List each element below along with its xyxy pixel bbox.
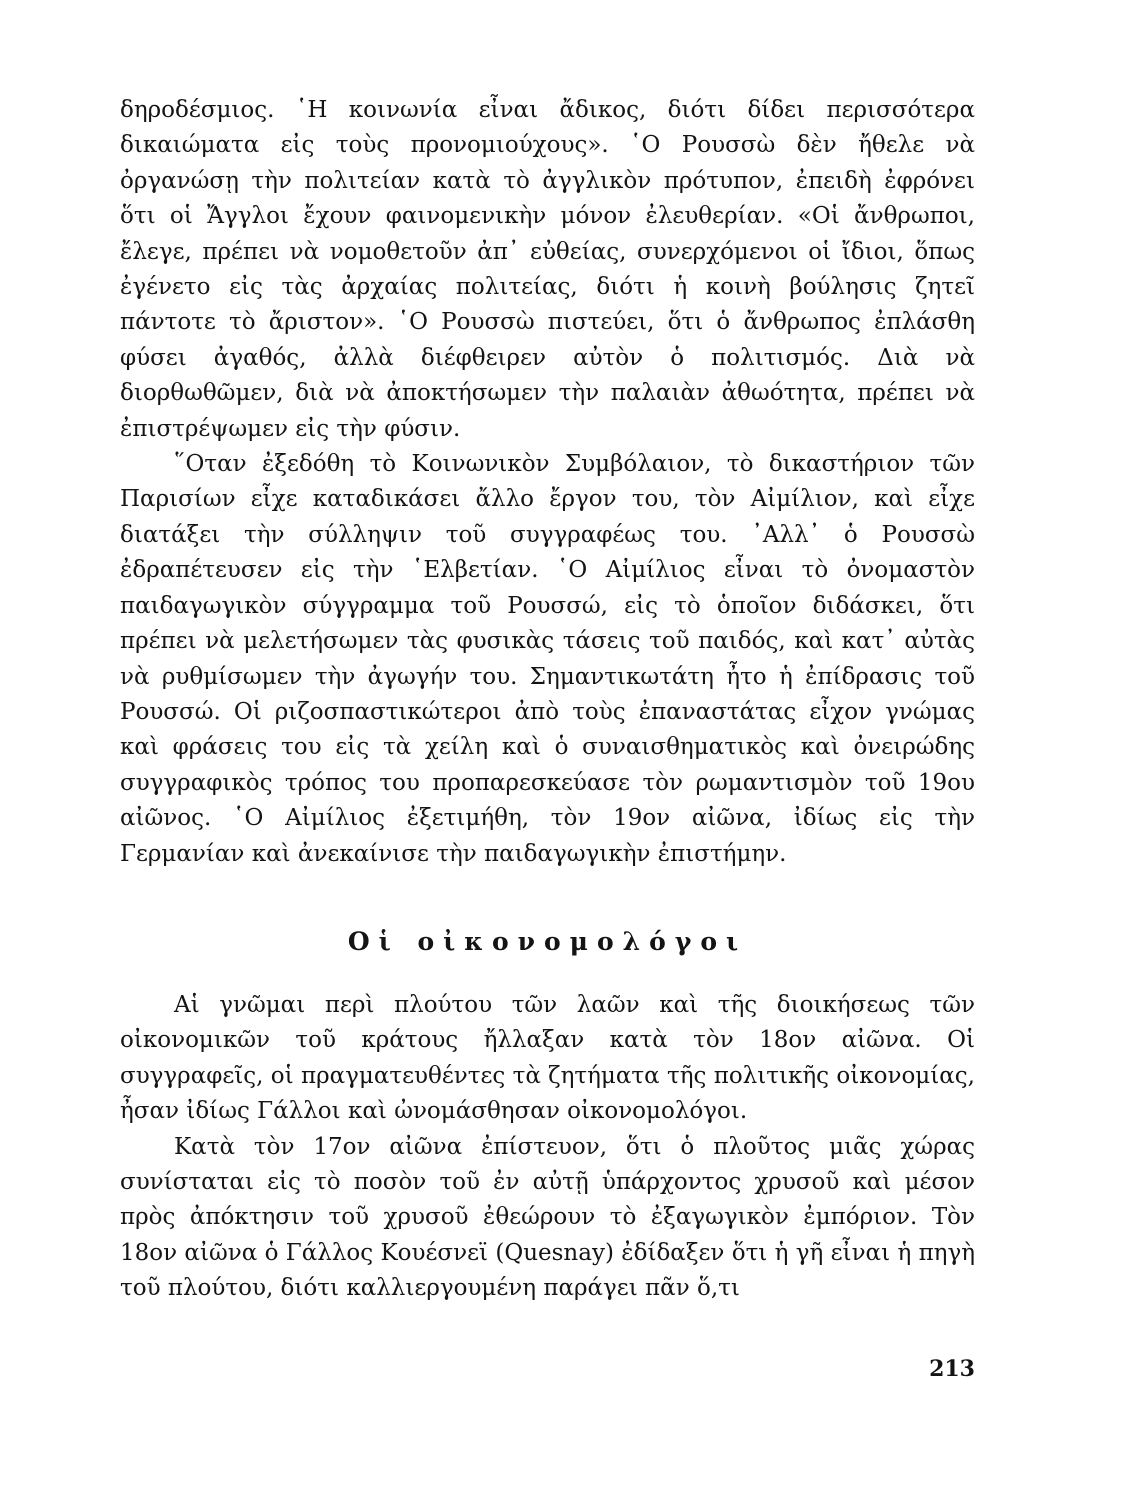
paragraph-emile: ῞Οταν ἐξεδόθη τὸ Κοινωνικὸν Συμβόλαιον, τὸ δικαστήριον τῶν Παρισίων εἶχε καταδικάσει ἄλλο ἔργον του, τὸν Αἰμίλιον, καὶ εἶχε διατάξει τὴν σύλληψιν τοῦ συγγραφέως του. ᾿Αλλ᾽ ὁ Ρουσσὼ ἐδραπέτευσεν εἰς τὴν ῾Ελβετίαν. ῾Ο Αἰμίλιος εἶναι τὸ ὀνομαστὸν παιδαγωγικὸν σύγγραμμα τοῦ Ρουσσώ, εἰς τὸ ὁποῖον διδάσκει, ὅτι πρέπει νὰ μελετήσωμεν τὰς φυσικὰς τάσεις τοῦ παιδός, καὶ κατ᾽ αὐτὰς νὰ ρυθμίσωμεν τὴν ἀγωγήν του. Σημαντικωτάτη ἦτο ἡ ἐπίδρασις τοῦ Ρουσσώ. Οἱ ριζοσπαστικώτεροι ἀπὸ τοὺς ἐπαναστάτας εἶχον γνώμας καὶ φράσεις του εἰς τὰ χείλη καὶ ὁ συναισθηματικὸς καὶ ὀνειρώδης συγγραφικὸς τρόπος του προπαρεσκεύασε τὸν ρωμαντισμὸν τοῦ 19ου αἰῶνος. ῾Ο Αἰμίλιος ἐξετιμήθη, τὸν 19ον αἰῶνα, ἰδίως εἰς τὴν Γερμανίαν καὶ ἀνεκαίνισε τὴν παιδαγωγικὴν ἐπιστήμην. [120,451,975,867]
paragraph-economists: Αἱ γνῶμαι περὶ πλούτου τῶν λαῶν καὶ τῆς διοικήσεως τῶν οἰκονομικῶν τοῦ κράτους ἤλλαξαν κατὰ τὸν 18ον αἰῶνα. Οἱ συγγραφεῖς, οἱ πραγματευθέντες τὰ ζητήματα τῆς πολιτικῆς οἰκονομίας, ἦσαν ἰδίως Γάλλοι καὶ ὠνομάσθησαν οἰκονομολόγοι. [120,992,975,1125]
paragraph-wealth: Κατὰ τὸν 17ον αἰῶνα ἐπίστευον, ὅτι ὁ πλοῦτος μιᾶς χώρας συνίσταται εἰς τὸ ποσὸν τοῦ ἐν αὐτῇ ὑπάρχοντος χρυσοῦ καὶ μέσον πρὸς ἀπόκτησιν τοῦ χρυσοῦ ἐθεώρουν τὸ ἐξαγωγικὸν ἐμπόριον. Τὸν 18ον αἰῶνα ὁ Γάλλος Κουέσνεϊ (Quesnay) ἐδίδαξεν ὅτι ἡ γῆ εἶναι ἡ πηγὴ τοῦ πλούτου, διότι καλλιεργουμένη παράγει πᾶν ὅ,τι [120,1133,975,1302]
paragraph-rousseau: δηροδέσμιος. ῾Η κοινωνία εἶναι ἄδικος, διότι δίδει περισσότερα δικαιώματα εἰς τοὺς προνομιούχους». ῾Ο Ρουσσὼ δὲν ἤθελε νὰ ὀργανώσῃ τὴν πολιτείαν κατὰ τὸ ἀγγλικὸν πρότυπον, ἐπειδὴ ἐφρόνει ὅτι οἱ Ἄγγλοι ἔχουν φαινομενικὴν μόνον ἐλευθερίαν. «Οἱ ἄνθρωποι, ἔλεγε, πρέπει νὰ νομοθετοῦν ἀπ᾽ εὐθείας, συνερχόμενοι οἱ ἴδιοι, ὅπως ἐγένετο εἰς τὰς ἀρχαίας πολιτείας, διότι ἡ κοινὴ βούλησις ζητεῖ πάντοτε τὸ ἄριστον». ῾Ο Ρουσσὼ πιστεύει, ὅτι ὁ ἄνθρωπος ἐπλάσθη φύσει ἀγαθός, ἀλλὰ διέφθειρεν αὐτὸν ὁ πολιτισμός. Διὰ νὰ διορθωθῶμεν, διὰ νὰ ἀποκτήσωμεν τὴν παλαιὰν ἀθωότητα, πρέπει νὰ ἐπιστρέψωμεν εἰς τὴν φύσιν. [120,97,975,442]
section-heading: Οἱ οἰκονομολόγοι [347,927,748,956]
text-section-economists [120,988,975,1307]
page-number: 213 [929,1356,975,1382]
text-section-top [120,93,975,872]
